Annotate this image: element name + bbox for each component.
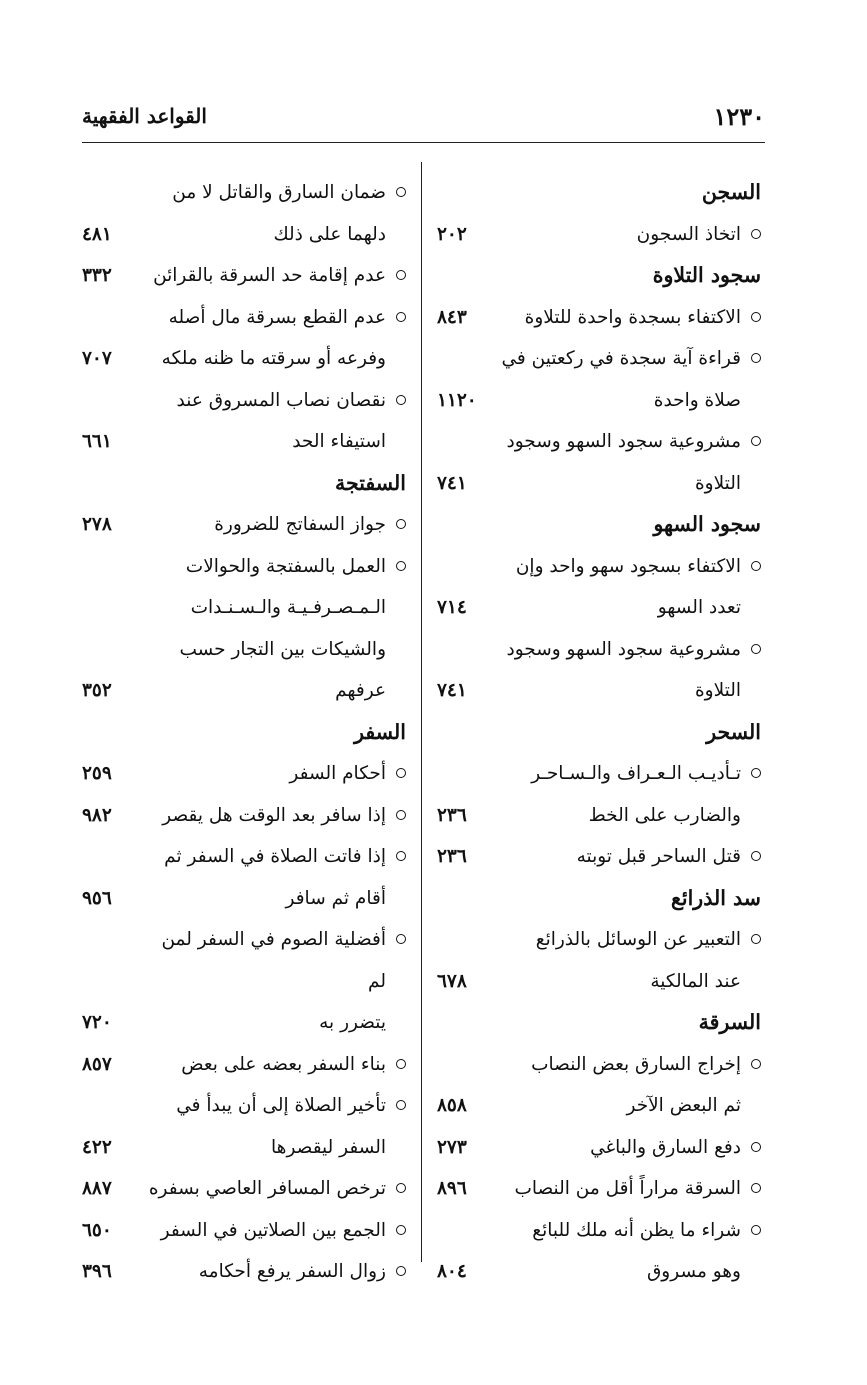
- index-column-right: [437, 172, 761, 1293]
- entry-body: [138, 504, 406, 546]
- entry-body: [138, 753, 406, 795]
- index-entry: [82, 1210, 406, 1252]
- entry-page-number: ٨٠٤: [437, 1261, 467, 1282]
- entry-body: [138, 919, 406, 1044]
- entry-text: بناء السفر بعضه على بعض: [181, 1053, 386, 1075]
- entry-body: [493, 629, 761, 712]
- index-entry: [82, 753, 406, 795]
- entry-body: [138, 172, 406, 255]
- circle-bullet-icon: [396, 810, 406, 820]
- circle-bullet-icon: [751, 851, 761, 861]
- entry-page-number: ٦٦١: [82, 431, 112, 452]
- entry-body: [493, 836, 761, 878]
- index-entry: [437, 1044, 761, 1127]
- index-entry: [82, 1168, 406, 1210]
- index-entry: [82, 1085, 406, 1168]
- index-entry: [82, 172, 406, 255]
- circle-bullet-icon: [396, 519, 406, 529]
- entry-body: [493, 919, 761, 1002]
- circle-bullet-icon: [396, 187, 406, 197]
- entry-text: زوال السفر يرفع أحكامه: [198, 1261, 386, 1282]
- entry-text: اتخاذ السجون: [636, 223, 741, 245]
- entry-text: جواز السفاتج للضرورة: [214, 514, 386, 535]
- entry-body: [138, 1210, 406, 1252]
- entry-text: إذا سافر بعد الوقت هل يقصر: [162, 804, 386, 826]
- entry-page-number: ٣٩٦: [82, 1261, 112, 1282]
- index-entry: [82, 795, 406, 837]
- entry-body: [493, 1168, 761, 1210]
- entry-page-number: ٦٧٨: [437, 970, 467, 992]
- circle-bullet-icon: [751, 1183, 761, 1193]
- entry-text: شراء ما يظن أنه ملك للبائع وهو مسروق: [532, 1219, 741, 1282]
- index-heading: السحر: [706, 719, 761, 744]
- index-entry: [437, 421, 761, 504]
- entry-body: [493, 546, 761, 629]
- index-entry: [437, 1168, 761, 1210]
- index-entry: [437, 629, 761, 712]
- entry-page-number: ٣٣٢: [82, 265, 112, 286]
- circle-bullet-icon: [396, 561, 406, 571]
- index-entry: [82, 380, 406, 463]
- index-entry: [82, 1044, 406, 1086]
- index-heading: سجود التلاوة: [652, 263, 761, 287]
- entry-text: ضمان السارق والقاتل لا من دلهما على ذلك: [172, 182, 386, 245]
- index-entry: [82, 919, 406, 1044]
- index-entry: [82, 255, 406, 297]
- entry-page-number: ٨٨٧: [82, 1178, 112, 1199]
- index-entry: [437, 919, 761, 1002]
- circle-bullet-icon: [396, 312, 406, 322]
- entry-text: التعبير عن الوسائل بالذرائع عند المالكية: [535, 929, 741, 992]
- entry-body: [493, 1044, 761, 1127]
- entry-page-number: ٩٨٢: [82, 804, 112, 826]
- entry-page-number: ٨٥٨: [437, 1095, 467, 1116]
- index-heading: السجن: [701, 180, 761, 204]
- entry-body: [493, 421, 761, 504]
- entry-page-number: ٢٧٣: [437, 1136, 467, 1158]
- circle-bullet-icon: [396, 1266, 406, 1276]
- page-number: ١٢٣٠: [713, 101, 765, 131]
- entry-body: [138, 795, 406, 837]
- entry-page-number: ٦٥٠: [82, 1219, 112, 1241]
- index-entry: [437, 297, 761, 339]
- index-entry: [437, 546, 761, 629]
- entry-page-number: ٢٣٦: [437, 846, 467, 867]
- entry-body: [138, 380, 406, 463]
- circle-bullet-icon: [751, 1225, 761, 1235]
- circle-bullet-icon: [396, 270, 406, 280]
- entry-page-number: ٨٤٣: [437, 306, 467, 328]
- column-divider: [421, 162, 422, 1262]
- entry-text: أحكام السفر: [289, 763, 386, 784]
- entry-body: [138, 255, 406, 297]
- entry-page-number: ٢٥٩: [82, 763, 112, 784]
- entry-page-number: ٤٢٢: [82, 1136, 112, 1158]
- index-heading: السفتجة: [334, 470, 406, 495]
- entry-page-number: ٩٥٦: [82, 887, 112, 909]
- entry-text: قتل الساحر قبل توبته: [576, 846, 741, 867]
- entry-body: [138, 1044, 406, 1086]
- entry-text: قراءة آية سجدة في ركعتين في صلاة واحدة: [501, 348, 741, 411]
- entry-text: الاكتفاء بسجود سهو واحد وإن تعدد السهو: [515, 555, 741, 618]
- header-rule: [82, 142, 765, 143]
- circle-bullet-icon: [751, 768, 761, 778]
- entry-text: ترخص المسافر العاصي بسفره: [148, 1178, 386, 1199]
- circle-bullet-icon: [751, 1059, 761, 1069]
- entry-body: [138, 1168, 406, 1210]
- entry-page-number: ٧٤١: [437, 472, 467, 494]
- entry-body: [138, 546, 406, 712]
- entry-text: دفع السارق والباغي: [590, 1136, 741, 1158]
- circle-bullet-icon: [751, 1142, 761, 1152]
- entry-text: عدم القطع بسرقة مال أصله وفرعه أو سرقته ما ظنه ملكه: [161, 306, 386, 369]
- entry-body: [493, 214, 761, 256]
- entry-body: [493, 1127, 761, 1169]
- entry-page-number: ٨٩٦: [437, 1178, 467, 1199]
- entry-text: الاكتفاء بسجدة واحدة للتلاوة: [524, 306, 741, 328]
- entry-text: مشروعية سجود السهو وسجود التلاوة: [506, 638, 741, 701]
- index-heading: سجود السهو: [653, 512, 761, 536]
- entry-text: إذا فاتت الصلاة في السفر ثم أقام ثم سافر: [164, 846, 386, 909]
- entry-page-number: ٧٢٠: [82, 1012, 112, 1033]
- circle-bullet-icon: [751, 561, 761, 571]
- circle-bullet-icon: [396, 1059, 406, 1069]
- entry-body: [138, 836, 406, 919]
- entry-body: [493, 1210, 761, 1293]
- index-entry: [437, 1127, 761, 1169]
- index-entry: [82, 546, 406, 712]
- circle-bullet-icon: [396, 395, 406, 405]
- entry-text: أفضلية الصوم في السفر لمن لم يتضرر به: [161, 929, 386, 1033]
- circle-bullet-icon: [396, 934, 406, 944]
- entry-text: تـأديـب الـعـراف والـسـاحـر والضارب على الخط: [531, 763, 741, 826]
- entry-text: مشروعية سجود السهو وسجود التلاوة: [506, 431, 741, 494]
- entry-text: إخراج السارق بعض النصاب ثم البعض الآخر: [531, 1053, 741, 1116]
- entry-body: [493, 753, 761, 836]
- entry-text: تأخير الصلاة إلى أن يبدأ في السفر ليقصرها: [176, 1095, 386, 1158]
- entry-page-number: ٤٨١: [82, 223, 112, 245]
- entry-page-number: ٣٥٢: [82, 680, 112, 701]
- circle-bullet-icon: [751, 312, 761, 322]
- entry-body: [138, 1085, 406, 1168]
- index-heading: السفر: [354, 719, 406, 744]
- entry-page-number: ٢٧٨: [82, 514, 112, 535]
- circle-bullet-icon: [396, 851, 406, 861]
- circle-bullet-icon: [396, 1100, 406, 1110]
- index-entry: [82, 1251, 406, 1293]
- entry-text: عدم إقامة حد السرقة بالقرائن: [153, 265, 386, 286]
- entry-text: نقصان نصاب المسروق عند استيفاء الحد: [176, 389, 386, 452]
- page-header: [82, 98, 765, 134]
- index-entry: [82, 297, 406, 380]
- entry-page-number: ٧٠٧: [82, 348, 112, 369]
- entry-page-number: ٧١٤: [437, 597, 467, 618]
- index-entry: [82, 504, 406, 546]
- index-heading: السرقة: [698, 1010, 761, 1034]
- circle-bullet-icon: [396, 768, 406, 778]
- index-entry: [82, 836, 406, 919]
- circle-bullet-icon: [396, 1183, 406, 1193]
- entry-text: الجمع بين الصلاتين في السفر: [160, 1219, 386, 1241]
- entry-page-number: ١١٢٠: [437, 389, 477, 411]
- circle-bullet-icon: [751, 934, 761, 944]
- entry-page-number: ٧٤١: [437, 680, 467, 701]
- entry-text: السرقة مراراً أقل من النصاب: [514, 1178, 741, 1199]
- circle-bullet-icon: [396, 1225, 406, 1235]
- entry-page-number: ٢٣٦: [437, 804, 467, 826]
- index-entry: [437, 836, 761, 878]
- index-entry: [437, 1210, 761, 1293]
- entry-body: [493, 297, 761, 339]
- circle-bullet-icon: [751, 644, 761, 654]
- index-column-left: [82, 172, 406, 1293]
- entry-body: [493, 338, 761, 421]
- circle-bullet-icon: [751, 353, 761, 363]
- book-title: القواعد الفقهية: [82, 104, 207, 128]
- circle-bullet-icon: [751, 436, 761, 446]
- entry-body: [138, 1251, 406, 1293]
- index-entry: [437, 753, 761, 836]
- index-heading: سد الذرائع: [671, 885, 761, 910]
- index-entry: [437, 214, 761, 256]
- circle-bullet-icon: [751, 229, 761, 239]
- entry-text: العمل بالسفتجة والحوالات الـمـصـرفـيـة والـسـنـدات والشيكات بين التجار حسب عرفهم: [179, 555, 386, 701]
- index-entry: [437, 338, 761, 421]
- entry-body: [138, 297, 406, 380]
- entry-page-number: ٢٠٢: [437, 223, 467, 245]
- entry-page-number: ٨٥٧: [82, 1053, 112, 1075]
